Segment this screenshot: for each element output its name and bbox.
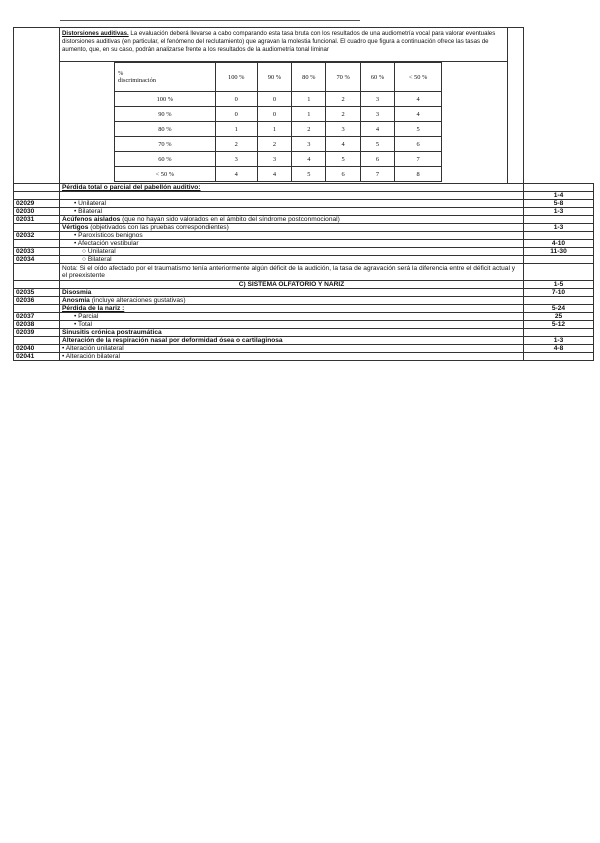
matrix-cell: 4 xyxy=(292,152,326,167)
matrix-cell: 3 xyxy=(257,152,291,167)
matrix-cell: 2 xyxy=(215,137,257,152)
row-desc: • Bilateral xyxy=(60,208,524,216)
matrix-cell: 0 xyxy=(257,92,291,107)
matrix-row-label: 100 % xyxy=(115,92,216,107)
row-heading: Sinusitis crónica postraumática xyxy=(60,329,524,337)
row-heading: Anosmia xyxy=(62,297,90,304)
row-desc: (incluye alteraciones gustativas) xyxy=(89,297,186,304)
matrix-cell: 7 xyxy=(360,167,394,182)
row-heading: Vértigos xyxy=(62,224,89,231)
matrix-cell: 3 xyxy=(326,122,360,137)
row-code xyxy=(14,240,60,248)
row-value: 1-3 xyxy=(524,337,594,345)
row-value: 5-24 xyxy=(524,305,594,313)
row-code xyxy=(14,224,60,232)
row-desc xyxy=(60,192,524,200)
table-row xyxy=(14,297,594,305)
matrix-cell: 4 xyxy=(360,122,394,137)
distortions-text: La evaluación deberá llevarse a cabo comparando esta tasa bruta con los resultados de una audiometría vocal para valorar eventuales distorsiones auditivas (en particular, el fenómeno del reclutamiento) que agravan la molestia funcional. El cuadro que figura a continuación ofrece las tasas de aumento, que, en su caso, podrán analizarse frente a los resultados de la audiometría tonal liminar xyxy=(62,30,496,54)
top-rule xyxy=(60,20,360,21)
row-desc: • Alteración unilateral xyxy=(60,345,524,353)
matrix-cell: 2 xyxy=(326,92,360,107)
row-value xyxy=(524,216,594,224)
row-code xyxy=(14,305,60,313)
row-value: 7-10 xyxy=(524,289,594,297)
row-code: 02031 xyxy=(14,216,60,224)
matrix-cell: 4 xyxy=(326,137,360,152)
note-text: Nota: Si el oído afectado por el traumatismo tenía anteriormente algún déficit de la audición, la tasa de agravación será la diferencia entre el déficit actual y el preexistente xyxy=(60,264,524,281)
distortions-title: Distorsiones auditivas. xyxy=(62,30,129,37)
row-value xyxy=(524,184,594,192)
table-row xyxy=(14,337,594,345)
row-code xyxy=(14,281,60,289)
matrix-cell: 0 xyxy=(257,107,291,122)
row-value: 11-30 xyxy=(524,248,594,256)
row-code xyxy=(14,192,60,200)
row-code xyxy=(14,184,60,192)
row-value: 1-3 xyxy=(524,208,594,216)
matrix-cell: 6 xyxy=(326,167,360,182)
row-code xyxy=(14,337,60,345)
matrix-cell: 3 xyxy=(360,107,394,122)
matrix-cell: 6 xyxy=(395,137,442,152)
matrix-cell: 5 xyxy=(326,152,360,167)
matrix-corner: % discriminación xyxy=(115,63,216,92)
row-desc: ○ Bilateral xyxy=(60,256,524,264)
matrix-row xyxy=(115,92,442,107)
matrix-row-label: 70 % xyxy=(115,137,216,152)
matrix-row-label: < 50 % xyxy=(115,167,216,182)
matrix-cell: 1 xyxy=(257,122,291,137)
matrix-cell: 4 xyxy=(395,107,442,122)
table-row xyxy=(14,313,594,321)
row-code xyxy=(14,264,60,281)
matrix-row-label: 80 % xyxy=(115,122,216,137)
section-heading: C) SISTEMA OLFATORIO Y NARIZ xyxy=(60,281,524,289)
table-row xyxy=(14,353,594,361)
matrix-header: 70 % xyxy=(326,63,360,92)
matrix-row xyxy=(115,122,442,137)
matrix-cell: 3 xyxy=(360,92,394,107)
table-row xyxy=(14,264,594,281)
row-desc: • Alteración bilateral xyxy=(60,353,524,361)
matrix-cell: 5 xyxy=(395,122,442,137)
matrix-cell: 7 xyxy=(395,152,442,167)
matrix-cell: 4 xyxy=(257,167,291,182)
row-heading: Disosmia xyxy=(60,289,524,297)
table-row xyxy=(14,240,594,248)
row-code: 02034 xyxy=(14,256,60,264)
row-value xyxy=(524,297,594,305)
row-code: 02035 xyxy=(14,289,60,297)
row-code: 02036 xyxy=(14,297,60,305)
row-desc: • Parcial xyxy=(60,313,524,321)
matrix-row xyxy=(115,167,442,182)
row-desc: • Total xyxy=(60,321,524,329)
row-desc: (objetivados con las pruebas correspondientes) xyxy=(88,224,229,231)
row-value xyxy=(524,232,594,240)
discrimination-matrix xyxy=(114,62,442,182)
row-desc: • Paroxísticos benignos xyxy=(60,232,524,240)
matrix-header: 100 % xyxy=(215,63,257,92)
table-row xyxy=(14,305,594,313)
row-heading: Alteración de la respiración nasal por deformidad ósea o cartilaginosa xyxy=(60,337,524,345)
injury-codes-table xyxy=(13,183,594,361)
matrix-cell: 5 xyxy=(360,137,394,152)
matrix-cell: 3 xyxy=(215,152,257,167)
row-value: 4-10 xyxy=(524,240,594,248)
table-row xyxy=(14,281,594,289)
table-row xyxy=(14,200,594,208)
matrix-cell: 1 xyxy=(292,92,326,107)
matrix-cell: 6 xyxy=(360,152,394,167)
row-code: 02033 xyxy=(14,248,60,256)
row-code: 02029 xyxy=(14,200,60,208)
matrix-row-label: 60 % xyxy=(115,152,216,167)
matrix-row xyxy=(115,107,442,122)
table-row xyxy=(14,289,594,297)
matrix-cell: 2 xyxy=(326,107,360,122)
row-value: 1-5 xyxy=(524,281,594,289)
row-value: 4-8 xyxy=(524,345,594,353)
row-code: 02041 xyxy=(14,353,60,361)
matrix-cell: 0 xyxy=(215,107,257,122)
row-desc: • Afectación vestibular xyxy=(60,240,524,248)
table-row xyxy=(14,232,594,240)
row-code: 02037 xyxy=(14,313,60,321)
row-value: 5-12 xyxy=(524,321,594,329)
row-value xyxy=(524,256,594,264)
row-value xyxy=(524,264,594,281)
row-heading: Pérdida de la nariz : xyxy=(62,305,125,312)
row-desc: ○ Unilateral xyxy=(60,248,524,256)
row-value xyxy=(524,329,594,337)
row-code: 02030 xyxy=(14,208,60,216)
matrix-cell: 2 xyxy=(292,122,326,137)
table-row xyxy=(14,184,594,192)
row-code: 02040 xyxy=(14,345,60,353)
table-row xyxy=(14,345,594,353)
row-code: 02032 xyxy=(14,232,60,240)
table-row xyxy=(14,224,594,232)
table-row xyxy=(14,321,594,329)
matrix-row-label: 90 % xyxy=(115,107,216,122)
matrix-header: 90 % xyxy=(257,63,291,92)
row-code: 02039 xyxy=(14,329,60,337)
row-value: 1-4 xyxy=(524,192,594,200)
table-row xyxy=(14,208,594,216)
matrix-cell: 8 xyxy=(395,167,442,182)
row-value: 1-3 xyxy=(524,224,594,232)
row-heading: Acúfenos aislados xyxy=(62,216,121,223)
row-value: 5-8 xyxy=(524,200,594,208)
row-heading: Pérdida total o parcial del pabellón auditivo: xyxy=(62,184,201,191)
matrix-row xyxy=(115,152,442,167)
matrix-cell: 3 xyxy=(292,137,326,152)
row-desc: • Unilateral xyxy=(60,200,524,208)
matrix-cell: 0 xyxy=(215,92,257,107)
row-value xyxy=(524,353,594,361)
matrix-row xyxy=(115,137,442,152)
row-desc: (que no hayan sido valorados en el ámbito del síndrome postconmocional) xyxy=(120,216,340,223)
matrix-header: 60 % xyxy=(360,63,394,92)
row-value: 25 xyxy=(524,313,594,321)
matrix-header: < 50 % xyxy=(395,63,442,92)
matrix-cell: 1 xyxy=(292,107,326,122)
matrix-cell: 4 xyxy=(215,167,257,182)
table-row xyxy=(14,216,594,224)
table-row xyxy=(14,256,594,264)
matrix-cell: 1 xyxy=(215,122,257,137)
row-code: 02038 xyxy=(14,321,60,329)
table-row xyxy=(14,329,594,337)
matrix-header: 80 % xyxy=(292,63,326,92)
matrix-cell: 4 xyxy=(395,92,442,107)
matrix-cell: 2 xyxy=(257,137,291,152)
table-row xyxy=(14,192,594,200)
table-row xyxy=(14,248,594,256)
matrix-cell: 5 xyxy=(292,167,326,182)
distortions-paragraph xyxy=(62,30,508,55)
